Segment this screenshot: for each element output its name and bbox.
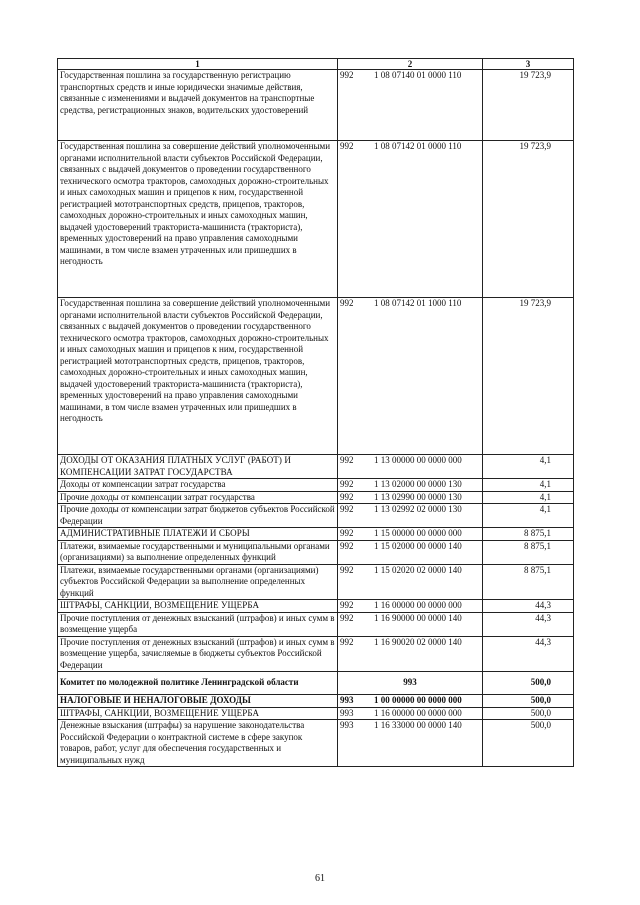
row-code — [338, 141, 483, 298]
row-name: Государственная пошлина за государственную регистрацию транспортных средств и иные юридически значимые действия, связанные с изменениями и выдачей документов на транспортные средства, регистрационных знаков, водительских удостоверений — [58, 70, 338, 141]
row-name: Денежные взыскания (штрафы) за нарушение законодательства Российской Федерации о контрактной системе в сфере закупок товаров, работ, услуг для обеспечения государственных и муниципальных нужд — [58, 720, 338, 767]
row-name: Прочие доходы от компенсации затрат государства — [58, 491, 338, 504]
budget-code: 1 13 02990 00 0000 130 — [374, 491, 462, 502]
row-name: Государственная пошлина за совершение действий уполномоченными органами исполнительной власти субъектов Российской Федерации, связанных с выдачей документов о проведении государственного технического осмотра тракторов, самоходных дорожно-строительных и иных самоходных машин и прицепов к ним, государственной регистрацией мототранспортных средств, прицепов, тракторов, самоходных дорожно-строительных и иных самоходных машин, выдачей удостоверений тракториста-машиниста (тракториста), временных удостоверений на право управления самоходными машинами, в том числе взамен утраченных или пришедших в негодность — [58, 141, 338, 298]
committee-name: Комитет по молодежной политике Ленинградской области — [58, 672, 338, 695]
row-sum: 4,1 — [483, 504, 574, 528]
budget-code: 1 15 02000 00 0000 140 — [374, 540, 462, 551]
row-code — [338, 612, 483, 636]
table-row — [58, 720, 574, 767]
row-code — [338, 455, 483, 479]
row-code — [338, 479, 483, 492]
table-row — [58, 70, 574, 141]
budget-code: 1 16 90020 02 0000 140 — [374, 636, 462, 647]
admin-code: 992 — [340, 504, 354, 514]
table-row — [58, 636, 574, 672]
committee-sum: 500,0 — [483, 672, 574, 695]
table-row — [58, 298, 574, 455]
admin-code: 992 — [340, 70, 354, 80]
row-sum: 19 723,9 — [483, 141, 574, 298]
row-sum: 500,0 — [483, 707, 574, 720]
table-row — [58, 528, 574, 541]
table-row — [58, 479, 574, 492]
table-row — [58, 612, 574, 636]
admin-code: 992 — [340, 564, 354, 575]
row-sum: 4,1 — [483, 479, 574, 492]
admin-code: 992 — [340, 141, 354, 151]
budget-code: 1 15 00000 00 0000 000 — [374, 528, 462, 538]
row-sum: 8 875,1 — [483, 528, 574, 541]
row-sum: 8 875,1 — [483, 564, 574, 600]
row-code — [338, 707, 483, 720]
row-sum: 19 723,9 — [483, 298, 574, 455]
admin-code: 992 — [340, 455, 354, 465]
budget-code: 1 08 07142 01 0000 110 — [374, 141, 462, 151]
admin-code: 992 — [340, 479, 354, 489]
admin-code: 993 — [340, 695, 354, 705]
row-sum: 500,0 — [483, 720, 574, 767]
row-sum: 8 875,1 — [483, 540, 574, 564]
admin-code: 992 — [340, 528, 354, 538]
budget-code: 1 16 90000 00 0000 140 — [374, 612, 462, 623]
table-row — [58, 455, 574, 479]
header-col-1: 1 — [58, 59, 338, 70]
row-code — [338, 600, 483, 613]
row-name: Доходы от компенсации затрат государства — [58, 479, 338, 492]
table-row — [58, 707, 574, 720]
table-row — [58, 491, 574, 504]
row-code — [338, 491, 483, 504]
row-name: Прочие поступления от денежных взысканий (штрафов) и иных сумм в возмещение ущерба, зачисляемые в бюджеты субъектов Российской Федерации — [58, 636, 338, 672]
row-code — [338, 528, 483, 541]
admin-code: 992 — [340, 612, 354, 623]
table-row — [58, 695, 574, 708]
table-row — [58, 600, 574, 613]
budget-code: 1 16 33000 00 0000 140 — [374, 720, 462, 730]
admin-code: 992 — [340, 600, 354, 610]
admin-code: 992 — [340, 540, 354, 551]
row-name: НАЛОГОВЫЕ И НЕНАЛОГОВЫЕ ДОХОДЫ — [58, 695, 338, 708]
row-sum: 500,0 — [483, 695, 574, 708]
header-col-2: 2 — [338, 59, 483, 70]
row-name: Платежи, взимаемые государственными и муниципальными органами (организациями) за выполнение определенных функций — [58, 540, 338, 564]
page-number: 61 — [315, 873, 325, 884]
committee-row — [58, 672, 574, 695]
row-name: Прочие доходы от компенсации затрат бюджетов субъектов Российской Федерации — [58, 504, 338, 528]
admin-code: 993 — [340, 720, 354, 730]
row-sum: 4,1 — [483, 455, 574, 479]
row-sum: 4,1 — [483, 491, 574, 504]
table-row — [58, 564, 574, 600]
budget-code: 1 13 02992 02 0000 130 — [374, 504, 462, 514]
row-name: ШТРАФЫ, САНКЦИИ, ВОЗМЕЩЕНИЕ УЩЕРБА — [58, 707, 338, 720]
budget-code: 1 13 02000 00 0000 130 — [374, 479, 462, 489]
budget-code: 1 16 00000 00 0000 000 — [374, 600, 462, 610]
budget-code: 1 15 02020 02 0000 140 — [374, 564, 462, 575]
budget-code: 1 13 00000 00 0000 000 — [374, 455, 462, 465]
row-code — [338, 70, 483, 141]
row-code — [338, 540, 483, 564]
row-code — [338, 636, 483, 672]
committee-code: 993 — [338, 672, 483, 695]
row-code — [338, 504, 483, 528]
row-code — [338, 298, 483, 455]
admin-code: 993 — [340, 707, 354, 718]
row-name: Государственная пошлина за совершение действий уполномоченными органами исполнительной власти субъектов Российской Федерации, связанных с выдачей документов о проведении государственного технического осмотра тракторов, самоходных дорожно-строительных и иных самоходных машин и прицепов к ним, государственной регистрацией мототранспортных средств, прицепов, тракторов, самоходных дорожно-строительных и иных самоходных машин, выдачей удостоверений тракториста-машиниста (тракториста), временных удостоверений на право управления самоходными машинами, в том числе взамен утраченных или пришедших в негодность — [58, 298, 338, 455]
row-name: Прочие поступления от денежных взысканий (штрафов) и иных сумм в возмещение ущерба — [58, 612, 338, 636]
budget-code: 1 16 00000 00 0000 000 — [374, 707, 462, 718]
row-sum: 19 723,9 — [483, 70, 574, 141]
table-row — [58, 540, 574, 564]
row-sum: 44,3 — [483, 612, 574, 636]
header-row — [58, 59, 574, 70]
row-code — [338, 695, 483, 708]
revenue-table — [57, 58, 574, 767]
header-col-3: 3 — [483, 59, 574, 70]
row-name: Платежи, взимаемые государственными органами (организациями) субъектов Российской Федерации за выполнение определенных функций — [58, 564, 338, 600]
row-sum: 44,3 — [483, 636, 574, 672]
admin-code: 992 — [340, 491, 354, 502]
row-name: ШТРАФЫ, САНКЦИИ, ВОЗМЕЩЕНИЕ УЩЕРБА — [58, 600, 338, 613]
admin-code: 992 — [340, 298, 354, 308]
row-name: АДМИНИСТРАТИВНЫЕ ПЛАТЕЖИ И СБОРЫ — [58, 528, 338, 541]
table-row — [58, 141, 574, 298]
table-row — [58, 504, 574, 528]
budget-code: 1 08 07142 01 1000 110 — [374, 298, 462, 308]
row-code — [338, 720, 483, 767]
row-code — [338, 564, 483, 600]
admin-code: 992 — [340, 636, 354, 647]
budget-code: 1 00 00000 00 0000 000 — [374, 695, 462, 705]
row-name: ДОХОДЫ ОТ ОКАЗАНИЯ ПЛАТНЫХ УСЛУГ (РАБОТ) И КОМПЕНСАЦИИ ЗАТРАТ ГОСУДАРСТВА — [58, 455, 338, 479]
row-sum: 44,3 — [483, 600, 574, 613]
budget-code: 1 08 07140 01 0000 110 — [374, 70, 462, 80]
